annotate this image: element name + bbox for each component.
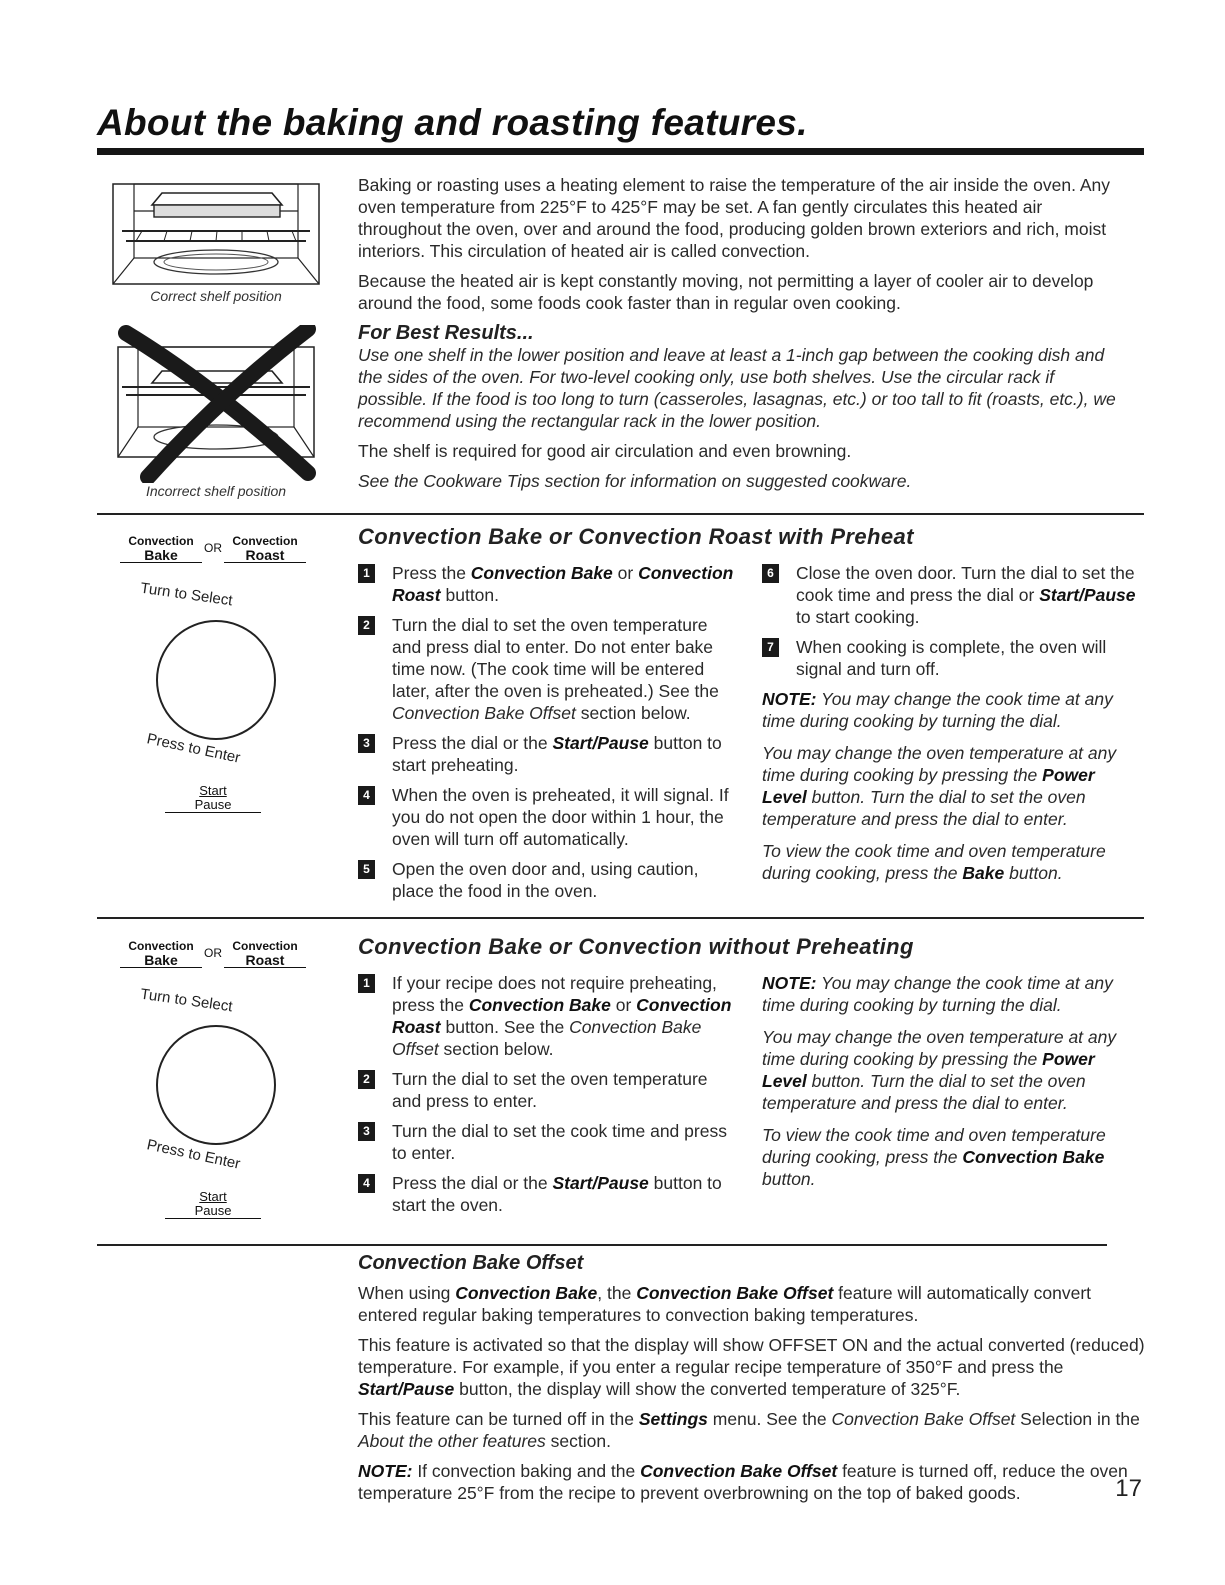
step-number: 3 [358, 1122, 375, 1141]
note-oven-temp [762, 742, 1144, 830]
text-run: Press the dial or the [392, 1173, 553, 1193]
convection-label: Convection [232, 534, 298, 548]
start-label: Start [199, 1189, 227, 1204]
text-run: NOTE: [762, 689, 817, 709]
intro-paragraph-1: Baking or roasting uses a heating element to raise the temperature of the air inside the oven. Any oven temperature from 225°F to 425°F may be set. A fan gently circulates this heated air throughout the oven, over and around the food, producing golden brown exteriors and rich, moist interiors. This circulation of heated air is called convection. [358, 175, 1110, 261]
text-run: Press the [392, 563, 471, 583]
press-to-enter-label: Press to Enter [145, 730, 242, 767]
control-panel-1 [120, 534, 306, 563]
step-number: 7 [762, 638, 779, 657]
step-4 [358, 784, 738, 850]
text-run: Convection Bake Offset [636, 1283, 834, 1303]
text-run: You may change the oven temperature at any time during cooking by pressing the [762, 1027, 1117, 1069]
press-to-enter-label: Press to Enter [145, 1136, 242, 1173]
convection-label: Convection [232, 939, 298, 953]
step-7 [762, 636, 1144, 680]
text-run: Convection Bake [962, 1147, 1105, 1167]
text-run: Convection Bake Offset [392, 1017, 702, 1059]
text-run: button. See the [440, 1017, 570, 1037]
note-oven-temp [762, 1026, 1144, 1114]
text-run: Settings [638, 1409, 708, 1429]
roast-label: Roast [224, 548, 306, 563]
step-number: 1 [358, 974, 375, 993]
incorrect-shelf-caption: Incorrect shelf position [145, 483, 287, 499]
note-cook-time [762, 972, 1144, 1016]
step-1 [358, 562, 738, 606]
text-run: Convection Bake Offset [831, 1409, 1016, 1429]
step-number: 4 [358, 1174, 375, 1193]
text-run: If your recipe does not require preheating, press the [392, 973, 717, 1015]
text-run: button. [440, 585, 500, 605]
preheat-notes [762, 688, 1144, 884]
intro-paragraph-3: The shelf is required for good air circulation and even browning. [358, 441, 852, 461]
step-number: 5 [358, 860, 375, 879]
step-1 [358, 972, 738, 1060]
text-run: Turn the dial to set the oven temperature and press dial to enter. Do not enter bake time now. (The cook time will be entered later, after the oven is preheated.) See the [392, 615, 719, 701]
roast-label: Roast [224, 953, 306, 968]
section-heading-no-preheat: Convection Bake or Convection without Preheating [358, 934, 914, 959]
offset-text [358, 1282, 1148, 1512]
selector-dial[interactable] [156, 1025, 276, 1145]
text-run: section below. [575, 703, 691, 723]
note-cook-time [762, 688, 1144, 732]
text-run: To view the cook time and oven temperature during cooking, press the [762, 1125, 1106, 1167]
note-view [762, 840, 1144, 884]
step-number: 3 [358, 734, 375, 753]
title-rule [97, 148, 1144, 155]
text-run: Convection Bake Offset [640, 1461, 838, 1481]
text-run: Selection in the [1015, 1409, 1140, 1429]
text-run: You may change the oven temperature at any time during cooking by pressing the [762, 743, 1117, 785]
step-2 [358, 1068, 738, 1112]
pause-label: Pause [165, 1204, 261, 1219]
text-run: When cooking is complete, the oven will signal and turn off. [796, 637, 1107, 679]
text-run: Power Level [762, 1049, 1095, 1091]
or-label: OR [204, 946, 222, 960]
page-number: 17 [1115, 1475, 1142, 1502]
text-run: button to start preheating. [392, 733, 722, 775]
correct-shelf-illustration [112, 183, 320, 285]
text-run: button. [1004, 863, 1063, 883]
step-number: 4 [358, 786, 375, 805]
intro-paragraph-2: Because the heated air is kept constantly moving, not permitting a layer of cooler air to develop around the food, some foods cook faster than in regular oven cooking. [358, 271, 1094, 313]
incorrect-shelf-illustration [112, 325, 320, 483]
preheat-steps-left [358, 562, 738, 910]
correct-shelf-caption: Correct shelf position [150, 288, 282, 304]
text-run: Convection Roast [392, 995, 732, 1037]
text-run: When the oven is preheated, it will signal. If you do not open the door within 1 hour, the oven will turn off automatically. [392, 785, 729, 849]
best-results-text: Use one shelf in the lower position and leave at least a 1-inch gap between the cooking dish and the sides of the oven. For two-level cooking only, use both shelves. Use the circular rack if possible. If the food is too long to turn (casseroles, lasagnas, etc.) or too tall to fit (roasts, etc.), we recommend using the rectangular rack in the lower position. [358, 345, 1116, 431]
offset-paragraph-1 [358, 1282, 1148, 1326]
text-run: button. Turn the dial to set the oven temperature and press the dial to enter. [762, 787, 1086, 829]
turn-to-select-label: Turn to Select [139, 579, 234, 610]
bake-label: Bake [120, 548, 202, 563]
intro-paragraph-4: See the Cookware Tips section for information on suggested cookware. [358, 471, 912, 491]
step-5 [358, 858, 738, 902]
offset-paragraph-2 [358, 1334, 1148, 1400]
selector-dial[interactable] [156, 620, 276, 740]
text-run: or [612, 563, 639, 583]
convection-label: Convection [128, 534, 194, 548]
text-run: Press the dial or the [392, 733, 553, 753]
text-run: Power Level [762, 765, 1095, 807]
turn-to-select-label: Turn to Select [139, 985, 234, 1016]
pause-label: Pause [165, 798, 261, 813]
text-run: section. [545, 1431, 611, 1451]
text-run: Turn the dial to set the cook time and press to enter. [392, 1121, 727, 1163]
text-run: button. Turn the dial to set the oven temperature and press the dial to enter. [762, 1071, 1086, 1113]
start-pause-button[interactable] [165, 1190, 261, 1219]
text-run: To view the cook time and oven temperature during cooking, press the [762, 841, 1106, 883]
text-run: or [610, 995, 637, 1015]
text-run: When using [358, 1283, 456, 1303]
convection-label: Convection [128, 939, 194, 953]
text-run: Convection Bake [468, 995, 611, 1015]
no-preheat-notes [762, 972, 1144, 1200]
or-label: OR [204, 541, 222, 555]
text-run: , the [597, 1283, 637, 1303]
step-6 [762, 562, 1144, 628]
text-run: Turn the dial to set the oven temperature and press to enter. [392, 1069, 708, 1111]
text-run: You may change the cook time at any time during cooking by turning the dial. [762, 689, 1113, 731]
control-panel-2 [120, 939, 306, 968]
text-run: button to start the oven. [392, 1173, 722, 1215]
text-run: This feature can be turned off in the [358, 1409, 639, 1429]
text-run: Convection Bake [470, 563, 613, 583]
text-run: menu. See the [707, 1409, 832, 1429]
start-pause-button[interactable] [165, 784, 261, 813]
section-divider [97, 513, 1144, 515]
text-run: Bake [962, 863, 1005, 883]
step-number: 2 [358, 1070, 375, 1089]
text-run: to start cooking. [796, 607, 920, 627]
step-number: 1 [358, 564, 375, 583]
text-run: feature will automatically convert entered regular baking temperatures to convection baking temperatures. [358, 1283, 1092, 1325]
text-run: Start/Pause [1039, 585, 1136, 605]
text-run: NOTE: [762, 973, 817, 993]
text-run: Start/Pause [358, 1379, 455, 1399]
step-number: 2 [358, 616, 375, 635]
text-run: button, the display will show the converted temperature of 325°F. [454, 1379, 961, 1399]
step-4 [358, 1172, 738, 1216]
offset-heading: Convection Bake Offset [358, 1252, 584, 1274]
offset-paragraph-3 [358, 1408, 1148, 1452]
bake-label: Bake [120, 953, 202, 968]
page-title: About the baking and roasting features. [97, 102, 808, 143]
text-run: Close the oven door. Turn the dial to set the cook time and press the dial or [796, 563, 1135, 605]
text-run: If convection baking and the [412, 1461, 641, 1481]
start-label: Start [199, 783, 227, 798]
text-run: Open the oven door and, using caution, place the food in the oven. [392, 859, 699, 901]
text-run: This feature is activated so that the display will show OFFSET ON and the actual converted (reduced) temperature. For example, if you enter a regular recipe temperature of 350°F and press the [358, 1335, 1145, 1377]
text-run: section below. [438, 1039, 554, 1059]
text-run: Convection Roast [392, 563, 734, 605]
text-run: Start/Pause [552, 1173, 649, 1193]
text-run: feature is turned off, reduce the oven temperature 25°F from the recipe to prevent overbrowning on the top of baked goods. [358, 1461, 1128, 1503]
text-run: Convection Bake [455, 1283, 598, 1303]
section-heading-preheat: Convection Bake or Convection Roast with Preheat [358, 524, 914, 549]
text-run: Convection Bake Offset [392, 703, 576, 723]
best-results-heading: For Best Results... [358, 322, 534, 344]
note-view [762, 1124, 1144, 1190]
offset-note [358, 1460, 1128, 1504]
preheat-steps-right [762, 562, 1144, 894]
text-run: button. [762, 1169, 816, 1189]
text-run: NOTE: [358, 1461, 413, 1481]
step-3 [358, 732, 738, 776]
text-run: You may change the cook time at any time during cooking by turning the dial. [762, 973, 1113, 1015]
text-run: About the other features [358, 1431, 546, 1451]
text-run: Start/Pause [552, 733, 649, 753]
intro-text [358, 174, 1118, 500]
step-2 [358, 614, 738, 724]
step-3 [358, 1120, 738, 1164]
section-divider [97, 917, 1144, 919]
step-number: 6 [762, 564, 779, 583]
no-preheat-steps [358, 972, 738, 1224]
section-divider [97, 1244, 1107, 1246]
